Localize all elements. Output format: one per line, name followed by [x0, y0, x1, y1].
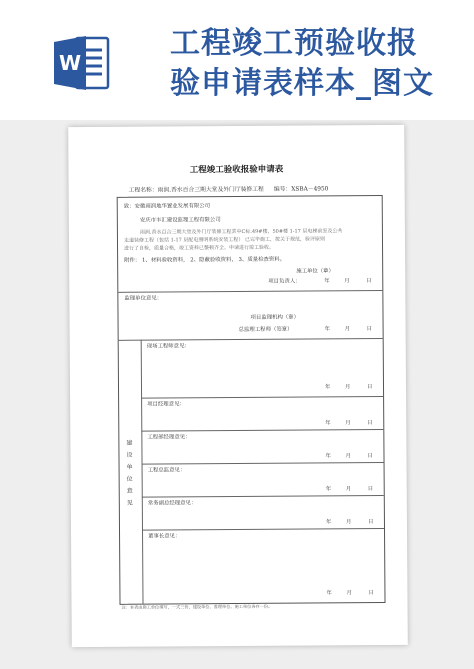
date-day: 日 [368, 590, 374, 597]
project-manager-signature: 项目负责人： [268, 278, 301, 285]
code-label: 编号： [273, 186, 292, 193]
date-day: 日 [366, 278, 372, 285]
date-month: 月 [345, 420, 351, 427]
dept-manager-opinion: 工程部经理意见： [147, 434, 191, 441]
attachments: 附件： 1、材料验收资料， 2、隐蔽验收资料， 3、质量检查资料。 [124, 256, 286, 264]
code-value: XSBA－4950 [291, 186, 329, 193]
project-manager-opinion: 项目经理意见： [147, 401, 185, 408]
construction-unit-seal: 施工单位（章） [296, 268, 334, 275]
row-divider [142, 528, 384, 531]
row-divider [142, 495, 384, 498]
body-line-1: 雨润.香水百合三期大堂及外门厅装修工程其中C标.49#楼，50#楼 1-17 层电梯前室及公共 [139, 228, 343, 236]
project-name: 雨润.香水百合三期大堂及外门厅装修工程 [157, 186, 264, 194]
banner [0, 0, 474, 120]
row-divider [141, 429, 383, 432]
row-divider [118, 290, 382, 293]
supervision-org-seal: 项目监理机构（章） [250, 314, 300, 321]
approval-table [117, 195, 386, 605]
footnote: 注：本表由施工单位填写，一式三份，建设单位、监理单位、施工单位各存一份。 [121, 603, 273, 610]
date-day: 日 [367, 486, 374, 493]
word-document-icon [54, 34, 110, 92]
date-month: 月 [344, 278, 350, 285]
date-day: 日 [367, 519, 374, 526]
to-line [124, 203, 210, 211]
date-year: 年 [325, 486, 332, 493]
vertical-char: 见 [126, 499, 133, 507]
date-day: 日 [366, 326, 373, 333]
date-month: 月 [345, 519, 352, 526]
site-engineer-opinion: 现场工程师意见： [146, 343, 190, 350]
banner-title-line1: 工程竣工预验收报 [170, 26, 418, 61]
column-divider [141, 340, 144, 604]
row-divider [142, 462, 384, 465]
form-title: 工程竣工验收报验申请表 [189, 164, 284, 176]
body-line-2: 走道装修工程（包括 1-17 层配电照明系统安装工程） 已完毕施工，按关于规范，验评原则 [123, 236, 326, 244]
chief-engineer-opinion: 工程总监意见： [147, 467, 186, 474]
document-page [68, 125, 408, 647]
supervision-opinion: 监理单位意见： [124, 295, 163, 302]
date-year: 年 [324, 278, 330, 285]
date-month: 月 [344, 326, 351, 333]
date-month: 月 [346, 590, 352, 597]
vertical-char: 单 [126, 463, 133, 471]
project-label: 工程名称： [128, 187, 158, 194]
date-year: 年 [325, 453, 331, 460]
date-day: 日 [366, 384, 373, 391]
date-month: 月 [345, 486, 352, 493]
vertical-char: 意 [126, 487, 133, 495]
date-year: 年 [324, 326, 331, 333]
date-month: 月 [345, 453, 351, 460]
vertical-char: 建 [126, 439, 133, 447]
banner-title-line2: 验申请表样本_图文 [170, 66, 434, 101]
body-line-3: 进行了自检，质量合格，竣工资料已整顿齐全。申请进行竣工验收。 [124, 244, 275, 252]
chairman-opinion: 董事长意见： [148, 533, 181, 540]
vertical-char: 设 [126, 451, 133, 459]
vertical-char: 位 [126, 475, 133, 483]
to-value: 安徽雨润地华置业发展有限公司 [134, 203, 211, 210]
to-label: 致： [123, 203, 135, 210]
date-day: 日 [367, 453, 373, 460]
row-divider [141, 396, 383, 399]
row-divider [119, 338, 383, 341]
date-month: 月 [344, 384, 351, 391]
project-meta [129, 183, 389, 194]
supervisor-company: 安庆市丰汇建设监理工程有限公司 [139, 217, 221, 224]
date-day: 日 [367, 420, 373, 427]
date-year: 年 [325, 519, 332, 526]
logo-letter: W [58, 51, 82, 75]
build-unit-vertical-label [125, 438, 134, 510]
date-year: 年 [324, 384, 331, 391]
date-year: 年 [326, 590, 332, 597]
date-year: 年 [325, 420, 331, 427]
deputy-gm-opinion: 常务副总经理意见： [147, 500, 197, 507]
chief-engineer-signature: 总监理工程师（签章） [238, 326, 293, 333]
banner-title [170, 24, 434, 104]
